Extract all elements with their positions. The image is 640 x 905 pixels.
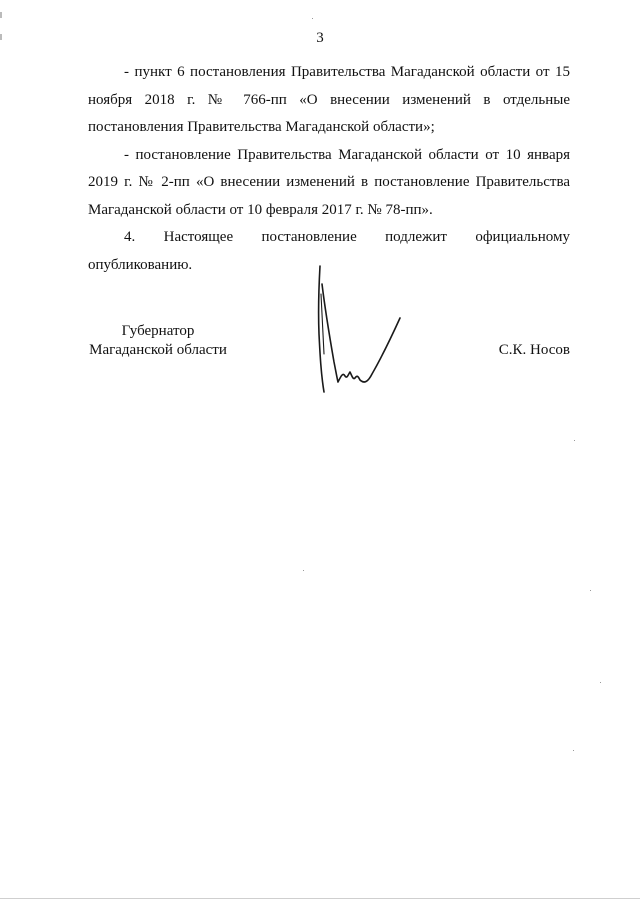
paragraph-point-6: - пункт 6 постановления Правительства Магаданской области от 15 ноября 2018 г. № 766-пп «О внесении изменений в отдельные постановления Правительства Магаданской области»; (88, 64, 570, 135)
scan-speck (590, 590, 591, 591)
scan-margin-mark (0, 12, 2, 18)
signatory-title (88, 322, 228, 360)
document-body (88, 59, 570, 279)
scan-margin-mark (0, 34, 2, 40)
signatory-name: С.К. Носов (498, 342, 570, 358)
paragraph-resolution-2pp: - постановление Правительства Магаданской области от 10 января 2019 г. № 2-пп «О внесении изменений в постановление Правительства Магаданской области от 10 февраля 2017 г. № 78-пп». (88, 146, 570, 218)
paragraph-publication: 4. Настоящее постановление подлежит официальному опубликованию. (88, 229, 570, 273)
signatory-title-line1: Губернатор (121, 323, 195, 339)
scan-bottom-edge (0, 898, 640, 899)
scan-speck (312, 18, 313, 19)
signatory-title-line2: Магаданской области (89, 342, 227, 358)
page-number: 3 (316, 30, 324, 46)
signature-block (0, 320, 640, 410)
scan-speck (573, 750, 574, 751)
scan-speck (600, 682, 601, 683)
scan-speck (574, 440, 575, 441)
scan-speck (303, 570, 304, 571)
handwritten-signature (312, 264, 408, 400)
